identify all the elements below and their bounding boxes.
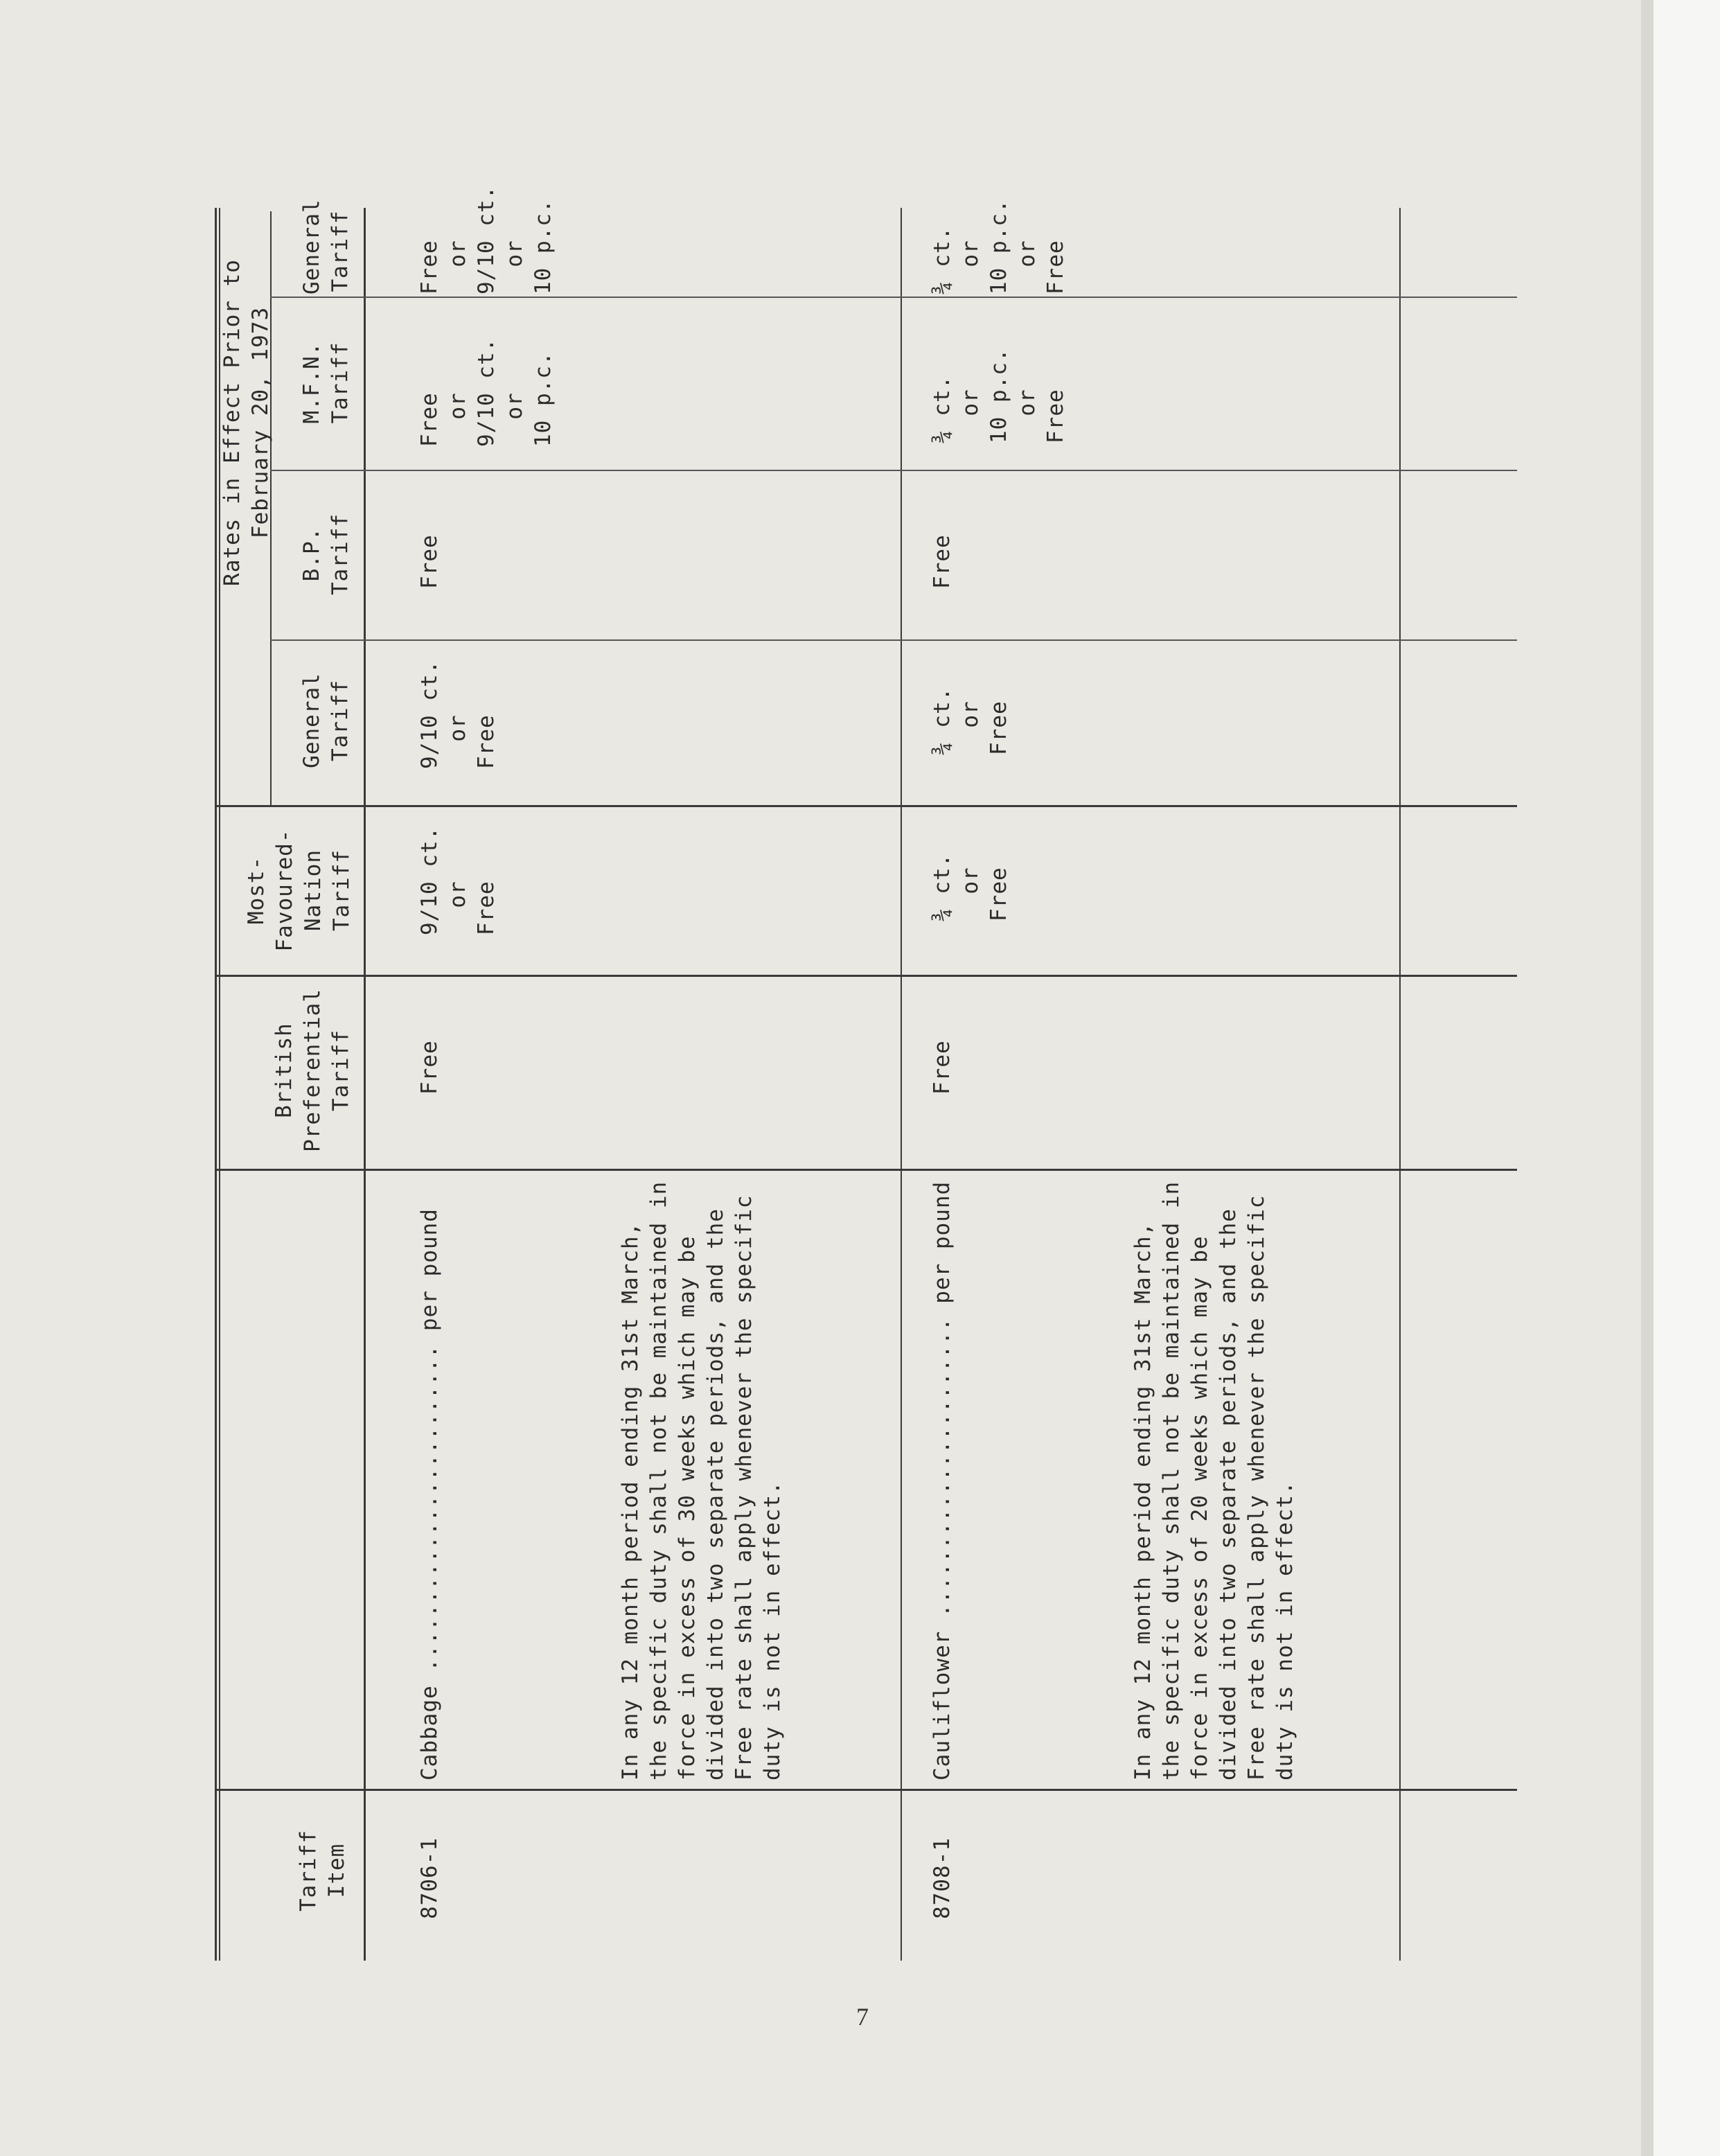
col-rule-bpt — [215, 975, 1517, 977]
row1-bpt: Free — [417, 1040, 442, 1095]
row1-mfn: 9/10 ct. or Free — [417, 826, 499, 935]
tariff-table — [208, 104, 1524, 1961]
row2-note: In any 12 month period ending 31st March, the specific duty shall not be maintained in force in excess of 20 weeks which may be divided into two separate periods, and the Free rate shall apply whenever the specific duty is not in effect. — [1131, 1181, 1297, 1781]
row2-prior-bp: Free — [930, 534, 955, 589]
header-prior-bp: B.P. Tariff — [299, 513, 353, 595]
col-rule-gen — [270, 639, 1517, 641]
row1-description: Cabbage ........................ per pound — [417, 1208, 442, 1781]
row1-prior-mfn: Free or 9/10 ct. or 10 p.c. — [417, 337, 556, 447]
row1-prior-bp: Free — [417, 534, 442, 589]
row2-mfn: ¾ ct. or Free — [930, 853, 1011, 921]
row2-bpt: Free — [930, 1040, 955, 1095]
header-prior-mfn: M.F.N. Tariff — [299, 342, 353, 424]
row2-gen: ¾ ct. or Free — [930, 687, 1011, 755]
row1-item: 8706-1 — [417, 1837, 442, 1919]
row1-prior-gen: Free or 9/10 ct. or 10 p.c. — [417, 185, 556, 294]
row2-item: 8708-1 — [930, 1837, 955, 1919]
row2-description: Cauliflower ...................... per pound — [930, 1181, 955, 1781]
header-prior-group: Rates in Effect Prior to February 20, 1973 — [220, 259, 273, 586]
row1-note: In any 12 month period ending 31st March, the specific duty shall not be maintained in force in excess of 30 weeks which may be divided into two separate periods, and the Free rate shall apply whenever the specific duty is not in effect. — [618, 1181, 785, 1781]
col-rule-item — [215, 1789, 1517, 1791]
col-rule-prior-bp — [270, 470, 1517, 471]
page-shadow — [1641, 0, 1653, 2156]
col-rule-desc — [215, 1169, 1517, 1171]
header-tariff-item: Tariff Item — [296, 1830, 349, 1911]
scanner-margin — [1653, 0, 1720, 2156]
header-gen: General Tariff — [299, 673, 353, 768]
table-top-rule — [215, 208, 217, 1961]
row2-prior-gen: ¾ ct. or 10 p.c. or Free — [930, 199, 1068, 294]
header-prior-gen: General Tariff — [299, 199, 353, 294]
row1-gen: 9/10 ct. or Free — [417, 660, 499, 769]
header-mfn: Most- Favoured- Nation Tariff — [244, 829, 354, 952]
col-rule-prior-mfn — [270, 297, 1517, 298]
row2-prior-mfn: ¾ ct. or 10 p.c. or Free — [930, 348, 1068, 443]
page-number: 7 — [856, 2003, 869, 2031]
header-bpt: British Preferential Tariff — [272, 989, 353, 1152]
col-rule-mfn — [215, 805, 1517, 807]
